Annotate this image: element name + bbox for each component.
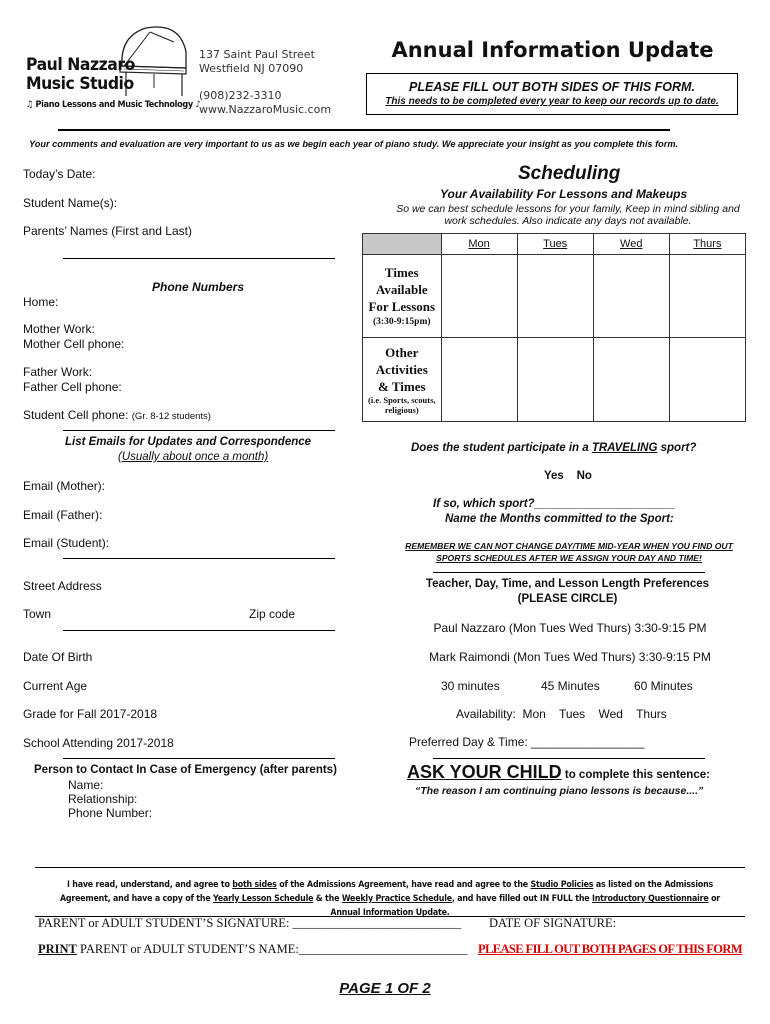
parents-names-label: Parents’ Names (First and Last) xyxy=(23,224,192,238)
intro-text: Your comments and evaluation are very important to us as we begin each year of piano study. We appreciate your insight as you complete this form. xyxy=(29,139,679,149)
divider xyxy=(63,630,335,631)
address-block xyxy=(199,48,331,117)
email-student-label: Email (Student): xyxy=(23,536,110,550)
cell-other-thurs[interactable] xyxy=(669,338,745,422)
divider xyxy=(63,430,335,431)
cell-other-mon[interactable] xyxy=(441,338,517,422)
traveling-question: Does the student participate in a TRAVELING sport? xyxy=(411,442,697,454)
mother-cell-label: Mother Cell phone: xyxy=(23,337,125,351)
row-times-sub: (3:30-9:15pm) xyxy=(373,316,431,327)
page-number: PAGE 1 OF 2 xyxy=(339,980,431,997)
cell-other-tues[interactable] xyxy=(517,338,593,422)
mother-work-label: Mother Work: xyxy=(23,322,95,336)
emails-heading: List Emails for Updates and Correspondence xyxy=(65,436,312,448)
length-option-60[interactable]: 60 Minutes xyxy=(634,679,693,693)
length-option-30[interactable]: 30 minutes xyxy=(441,679,500,693)
student-cell-label: Student Cell phone: xyxy=(23,408,129,422)
address-web: www.NazzaroMusic.com xyxy=(199,103,332,116)
street-address-label: Street Address xyxy=(23,579,102,593)
day-header-tues: Tues xyxy=(543,238,568,250)
cell-times-thurs[interactable] xyxy=(669,255,745,338)
divider xyxy=(63,258,335,259)
grade-label: Grade for Fall 2017-2018 xyxy=(23,707,158,721)
todays-date-label: Today’s Date: xyxy=(23,167,96,181)
signature-field[interactable]: PARENT or ADULT STUDENT’S SIGNATURE: ___________________________ xyxy=(38,916,462,930)
divider xyxy=(433,758,705,759)
phone-heading: Phone Numbers xyxy=(152,280,245,294)
teacher-option-paul[interactable]: Paul Nazzaro (Mon Tues Wed Thurs) 3:30-9:15 PM xyxy=(433,621,707,635)
emergency-heading: Person to Contact In Case of Emergency (after parents) xyxy=(34,764,337,776)
logo xyxy=(26,22,201,122)
scheduling-heading: Scheduling xyxy=(518,163,621,184)
preferred-day-time-field[interactable]: Preferred Day & Time: _________________ xyxy=(409,735,645,749)
dob-label: Date Of Birth xyxy=(23,650,93,664)
student-names-label: Student Name(s): xyxy=(23,196,118,210)
day-header-thurs: Thurs xyxy=(693,238,722,250)
divider xyxy=(58,129,670,131)
availability-note: So we can best schedule lessons for your family, Keep in mind sibling and work schedules. Also indicate any days not available. xyxy=(396,203,740,227)
logo-line1: Paul Nazzaro xyxy=(26,55,135,75)
divider xyxy=(433,572,705,573)
availability-heading: Your Availability For Lessons and Makeups xyxy=(440,187,688,201)
ask-your-child: ASK YOUR CHILD to complete this sentence: xyxy=(407,762,710,782)
print-name-field[interactable]: PRINT PARENT or ADULT STUDENT’S NAME:___________________________ xyxy=(38,942,468,956)
notice-line1: PLEASE FILL OUT BOTH SIDES OF THIS FORM. xyxy=(409,80,695,94)
town-label: Town xyxy=(23,607,52,621)
age-label: Current Age xyxy=(23,679,88,693)
page-title: Annual Information Update xyxy=(391,38,714,62)
student-cell-note: (Gr. 8-12 students) xyxy=(131,411,211,422)
reason-prompt: “The reason I am continuing piano lessons is because....” xyxy=(415,785,704,797)
availability-options[interactable]: Availability: Mon Tues Wed Thurs xyxy=(456,707,667,721)
row-other-sub: (i.e. Sports, scouts, religious) xyxy=(368,395,436,415)
zip-code-label: Zip code xyxy=(249,607,296,621)
address-phone: (908)232-3310 xyxy=(199,89,282,102)
fill-both-pages-notice: PLEASE FILL OUT BOTH PAGES OF THIS FORM xyxy=(478,942,743,956)
notice-line2: This needs to be completed every year to keep our records up to date. xyxy=(385,96,719,107)
school-label: School Attending 2017-2018 xyxy=(23,736,174,750)
day-header-wed: Wed xyxy=(620,238,643,250)
availability-table: Mon Tues Wed Thurs Times Available For Lessons (3:30-9:15pm) Other Activities & Times (i.e. Sports, scouts, religious) xyxy=(362,233,746,422)
father-work-label: Father Work: xyxy=(23,365,93,379)
cell-times-tues[interactable] xyxy=(517,255,593,338)
logo-line2: Music Studio xyxy=(26,74,134,94)
length-option-45[interactable]: 45 Minutes xyxy=(541,679,600,693)
signature-date-field[interactable]: DATE OF SIGNATURE: xyxy=(489,916,617,930)
cell-times-mon[interactable] xyxy=(441,255,517,338)
preferences-heading: Teacher, Day, Time, and Lesson Length Preferences xyxy=(425,578,710,590)
note-icon: ♫ xyxy=(26,100,33,110)
notice-box xyxy=(366,73,738,115)
email-mother-label: Email (Mother): xyxy=(23,479,106,493)
logo-tagline: Piano Lessons and Music Technology xyxy=(35,100,193,110)
email-father-label: Email (Father): xyxy=(23,508,103,522)
remember-notice: REMEMBER WE CAN NOT CHANGE DAY/TIME MID-YEAR WHEN YOU FIND OUT SPORTS SCHEDULES AFTER WE ASSIGN YOUR DAY AND TIME! xyxy=(405,541,733,563)
home-phone-label: Home: xyxy=(23,295,59,309)
row-other-label: Other xyxy=(385,345,419,360)
preferences-sub: (PLEASE CIRCLE) xyxy=(517,593,618,605)
cell-times-wed[interactable] xyxy=(593,255,669,338)
row-times-label: Times xyxy=(384,264,419,280)
divider xyxy=(63,758,335,759)
note-icon: ♪ xyxy=(195,100,201,110)
cell-other-wed[interactable] xyxy=(593,338,669,422)
day-header-mon: Mon xyxy=(468,238,490,250)
emergency-name-label: Name: xyxy=(68,778,104,792)
emergency-relationship-label: Relationship: xyxy=(68,792,138,806)
emails-sub: (Usually about once a month) xyxy=(118,451,269,463)
ask-your-child-heading: ASK YOUR CHILD xyxy=(407,762,562,782)
teacher-option-mark[interactable]: Mark Raimondi (Mon Tues Wed Thurs) 3:30-9:15 PM xyxy=(429,650,711,664)
which-sport-label: If so, which sport?______________________ xyxy=(433,498,676,510)
divider xyxy=(63,558,335,559)
agreement-box xyxy=(35,867,745,917)
father-cell-label: Father Cell phone: xyxy=(23,380,122,394)
agreement-text: I have read, understand, and agree to both sides of the Admissions Agreement, have read and agree to the Studio Policies as listed on the Admissions Agreement, and have a copy of the Yearly Lesson Schedule & the Weekly Practice Schedule, and have filled out IN FULL the Introductory Questionnaire or Annual Information Update. xyxy=(59,880,721,918)
address-street: 137 Saint Paul Street xyxy=(199,48,315,61)
yes-no-options[interactable]: Yes No xyxy=(544,470,592,482)
emergency-phone-label: Phone Number: xyxy=(68,806,153,820)
months-label: Name the Months committed to the Sport: xyxy=(445,513,674,525)
address-city: Westfield NJ 07090 xyxy=(199,62,304,75)
